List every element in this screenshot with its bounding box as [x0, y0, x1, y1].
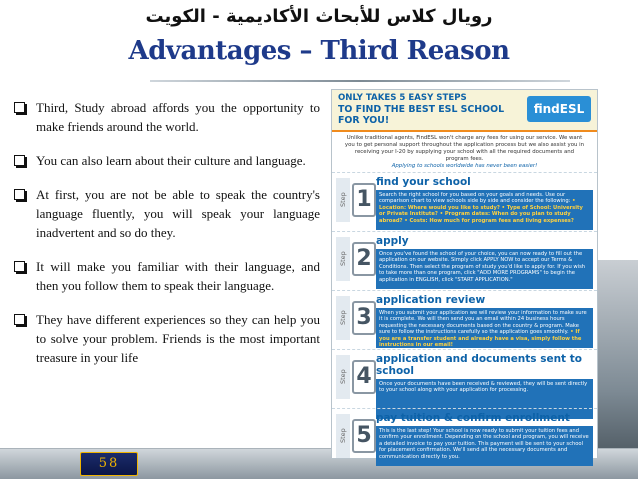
step-label: Step — [336, 237, 350, 281]
poster-headline-line2: TO FIND THE BEST ESL SCHOOL FOR YOU! — [338, 104, 505, 126]
step-label: Step — [336, 178, 350, 222]
bullet-list — [14, 98, 320, 382]
title-divider — [150, 80, 570, 82]
poster-intro — [332, 132, 597, 172]
step-label: Step — [336, 355, 350, 399]
page-number-badge: 58 — [80, 452, 138, 476]
bullet-item — [14, 310, 320, 367]
step-body-text: Once your documents have been received & reviewed, they will be sent directly to your school along with your application for processing. — [379, 381, 588, 394]
step-label: Step — [336, 296, 350, 340]
bullet-text: You can also learn about their culture and language. — [36, 153, 306, 168]
bullet-text: They have different experiences so they can help you to solve your problem. Friends is the most important treasure in your life — [36, 312, 320, 365]
bullet-item — [14, 151, 320, 170]
poster-intro-note: Applying to schools worldwide has never been easier! — [391, 163, 538, 169]
poster-headline-line1: ONLY TAKES 5 EASY STEPS — [338, 93, 467, 103]
checkbox-bullet-icon — [14, 314, 25, 325]
step-3 — [332, 290, 597, 349]
step-body-text: This is the last step! Your school is now ready to submit your tuition fees and confirm your enrollment. Depending on the school and program, you will receive a detailed invoice to pay your tuition. This payment will be sent to your school for placement confirmation. We'll send all the necessary documents and communication directly to you. — [379, 428, 589, 460]
step-body-text: Search the right school for you based on your goals and needs. Use our comparison chart to view schools side by side and consider the following: — [379, 192, 571, 205]
step-label: Step — [336, 414, 350, 458]
bullet-item — [14, 257, 320, 295]
step-title: application review — [376, 294, 486, 306]
step-body — [376, 249, 593, 289]
step-5 — [332, 408, 597, 467]
step-title: find your school — [376, 176, 471, 188]
step-2 — [332, 231, 597, 290]
step-4 — [332, 349, 597, 408]
step-1 — [332, 172, 597, 231]
poster-intro-text: Unlike traditional agents, FindESL won't charge any fees for using our service. We want you to get personal support throughout the application process but we also assist you in receiving your I-20 by supplying your school with all the required documents and program fees. — [344, 135, 585, 162]
bullet-text: Third, Study abroad affords you the opportunity to make friends around the world. — [36, 100, 320, 134]
findesl-logo: findESL — [527, 96, 591, 122]
poster-headline — [338, 93, 516, 126]
header-arabic: رويال كلاس للأبحاث الأكاديمية - الكويت — [145, 6, 493, 27]
checkbox-bullet-icon — [14, 189, 25, 200]
step-body — [376, 426, 593, 466]
step-number: 5 — [352, 419, 376, 453]
bullet-item — [14, 185, 320, 242]
bullet-text: At first, you are not be able to speak the country's language fluently, you will speak your language inadvertent and so do they. — [36, 187, 320, 240]
step-body-text: Once you've found the school of your choice, you can now ready to fill out the application on our website. Simply click APPLY NOW to accept our Terms & Conditions. Then select the program of study you'd like to apply for. If you wish to take more than one program, click "ADD MORE PROGRAMS" to begin the application in ENGLISH, click "START APPLICATION." — [379, 251, 586, 283]
checkbox-bullet-icon — [14, 261, 25, 272]
step-body-highlight: • If you are a transfer student and already have a visa, simply follow the instructions in our email! — [379, 329, 582, 348]
step-title: apply — [376, 235, 409, 247]
step-body — [376, 308, 593, 348]
checkbox-bullet-icon — [14, 155, 25, 166]
step-body-highlight: • Location: Where would you like to study? • Type of School: University or Private Institute? • Program dates: When do you plan to study abroad? • Costs: How much for program fees and living expenses? — [379, 198, 583, 224]
findesl-steps-poster — [331, 89, 598, 459]
step-number: 4 — [352, 360, 376, 394]
poster-header — [332, 90, 597, 132]
step-number: 2 — [352, 242, 376, 276]
step-number: 1 — [352, 183, 376, 217]
bullet-item — [14, 98, 320, 136]
step-title: application and documents sent to school — [376, 353, 582, 377]
step-body-text: When you submit your application we will review your information to make sure it is complete. We will then send you an email within 24 business hours requesting the necessary documents based on the country & program. Make sure to follow the instructions carefully so the application goes smoothly. — [379, 310, 587, 336]
step-body — [376, 190, 593, 230]
bullet-text: It will make you familiar with their language, and then you follow them to speak their language. — [36, 259, 320, 293]
step-number: 3 — [352, 301, 376, 335]
slide-title: Advantages – Third Reason — [128, 36, 510, 66]
step-title: pay tuition & confirm enrollment — [376, 412, 570, 424]
checkbox-bullet-icon — [14, 102, 25, 113]
